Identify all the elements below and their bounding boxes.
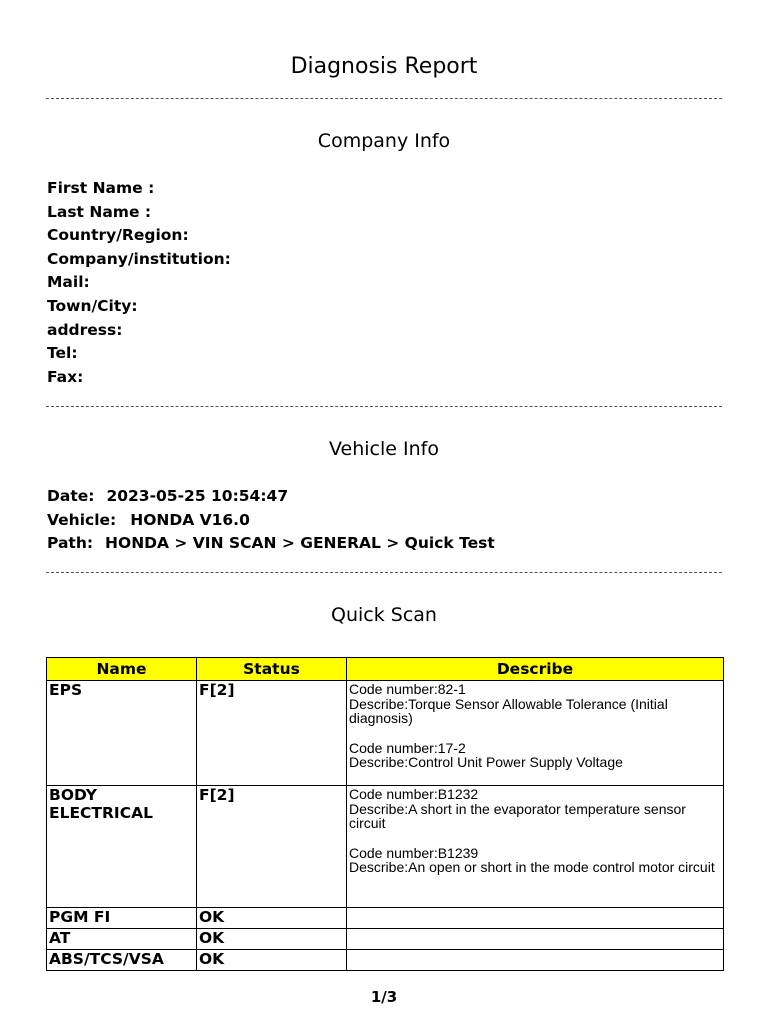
vehicle-value: HONDA V16.0 [130,510,250,529]
divider [46,572,722,573]
vehicle-label: Vehicle: [47,510,117,529]
row-describe [347,786,724,908]
vehicle-info-heading: Vehicle Info [329,438,439,460]
field-address: address: [47,320,123,339]
quick-scan-heading: Quick Scan [331,604,437,626]
row-describe [347,908,724,929]
fault-code [349,682,721,726]
column-header-status: Status [197,658,347,681]
row-name: PGM FI [47,908,197,929]
page-number: 1/3 [370,988,398,1006]
divider [46,98,722,99]
field-last-name: Last Name : [47,202,152,221]
row-name: ABS/TCS/VSA [47,950,197,971]
table-header-row [47,658,724,681]
table-row [47,950,724,971]
table-row [47,908,724,929]
code-number: Code number:82-1 [349,681,466,697]
path-value: HONDA > VIN SCAN > GENERAL > Quick Test [105,534,495,553]
fault-code [349,787,721,831]
divider [46,406,722,407]
path-label: Path: [47,534,94,553]
row-describe [347,929,724,950]
code-description: Describe:An open or short in the mode control motor circuit [349,859,715,876]
code-number: Code number:17-2 [349,739,466,756]
column-header-name: Name [47,658,197,681]
row-status: F[2] [197,681,347,786]
code-number: Code number:B1232 [349,786,479,802]
table-row [47,681,724,786]
row-name: EPS [47,681,197,786]
row-status: OK [197,908,347,929]
code-description: Describe:A short in the evaporator temperature sensor circuit [349,800,686,832]
row-status: OK [197,929,347,950]
row-name: BODY ELECTRICAL [47,786,197,908]
field-fax: Fax: [47,367,84,386]
company-info-fields [47,177,231,389]
column-header-describe: Describe [347,658,724,681]
fault-code [349,741,721,770]
company-info-heading: Company Info [317,130,451,152]
vehicle-date-row [47,485,495,509]
row-status: OK [197,950,347,971]
field-first-name: First Name : [47,179,155,197]
code-number: Code number:B1239 [349,844,479,861]
row-status: F[2] [197,786,347,908]
date-label: Date: [47,487,95,505]
vehicle-info-fields [47,485,495,556]
field-tel: Tel: [47,344,78,363]
vehicle-path-row [47,532,495,556]
table-row [47,786,724,908]
fault-code [349,846,721,875]
row-describe [347,950,724,971]
field-country-region: Country/Region: [47,226,189,245]
report-title: Diagnosis Report [290,54,478,79]
quick-scan-table [46,657,724,971]
field-company-institution: Company/institution: [47,249,231,268]
code-description: Describe:Torque Sensor Allowable Tolerance (Initial diagnosis) [349,695,668,727]
table-row [47,929,724,950]
code-description: Describe:Control Unit Power Supply Voltage [349,754,623,771]
row-describe [347,681,724,786]
date-value: 2023-05-25 10:54:47 [106,487,289,505]
vehicle-name-row [47,509,495,533]
row-name: AT [47,929,197,950]
field-mail: Mail: [47,273,90,292]
field-town-city: Town/City: [47,296,138,315]
